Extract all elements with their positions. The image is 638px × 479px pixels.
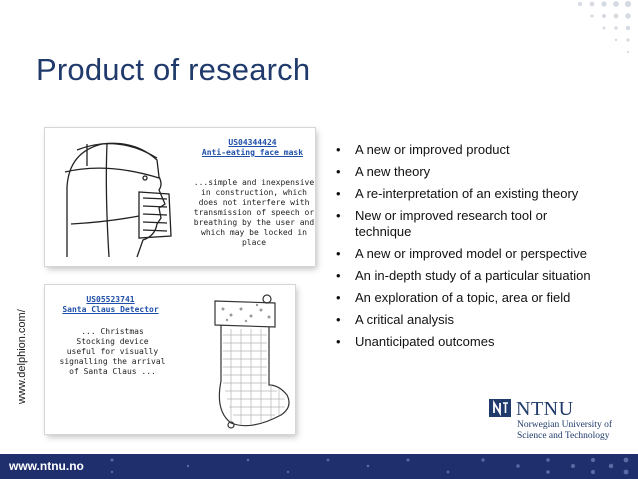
research-products-list xyxy=(330,142,600,356)
patent-card-face-mask xyxy=(45,128,315,266)
patent-number-2[interactable]: US05523741 xyxy=(86,295,135,304)
patent-label-2[interactable] xyxy=(53,295,168,315)
ntnu-logo-icon xyxy=(489,399,511,417)
patent-label-1[interactable] xyxy=(195,138,310,158)
patent-name-2[interactable]: Santa Claus Detector xyxy=(62,305,159,314)
patent-description-1: ...simple and inexpensive in construction, which does not interfere with transmission of speech or breathing by the user and which may be locked in place xyxy=(193,178,315,247)
decorative-dots-top xyxy=(518,0,638,60)
list-item: • A new or improved model or perspective xyxy=(330,246,600,262)
ntnu-logo-subtitle xyxy=(517,420,612,442)
face-mask-drawing xyxy=(47,132,197,264)
list-item: • An exploration of a topic, area or field xyxy=(330,290,600,306)
side-credit: www.delphion.com/ xyxy=(16,309,28,404)
ntnu-logo-text: NTNU xyxy=(516,398,574,420)
ntnu-subtitle-line-2: Science and Technology xyxy=(517,431,610,441)
patent-description-2: ... Christmas Stocking device useful for visually signalling the arrival of Santa Claus ... xyxy=(59,327,166,376)
patent-name-1[interactable]: Anti-eating face mask xyxy=(201,148,304,157)
footer-url[interactable]: www.ntnu.no xyxy=(9,459,84,473)
list-item: • Unanticipated outcomes xyxy=(330,334,600,350)
list-item: • New or improved research tool or technique xyxy=(330,208,600,240)
decorative-dots-footer xyxy=(108,454,638,479)
list-item: • An in-depth study of a particular situation xyxy=(330,268,600,284)
slide-title: Product of research xyxy=(36,52,311,87)
list-item: • A new theory xyxy=(330,164,600,180)
list-item: • A critical analysis xyxy=(330,312,600,328)
list-item: • A new or improved product xyxy=(330,142,600,158)
patent-card-santa-detector xyxy=(45,285,295,434)
footer-bar xyxy=(0,454,638,479)
patent-number-1[interactable]: US04344424 xyxy=(228,138,277,147)
stocking-drawing xyxy=(171,285,295,433)
ntnu-subtitle-line-1: Norwegian University of xyxy=(517,420,612,430)
list-item: • A re-interpretation of an existing theory xyxy=(330,186,600,202)
